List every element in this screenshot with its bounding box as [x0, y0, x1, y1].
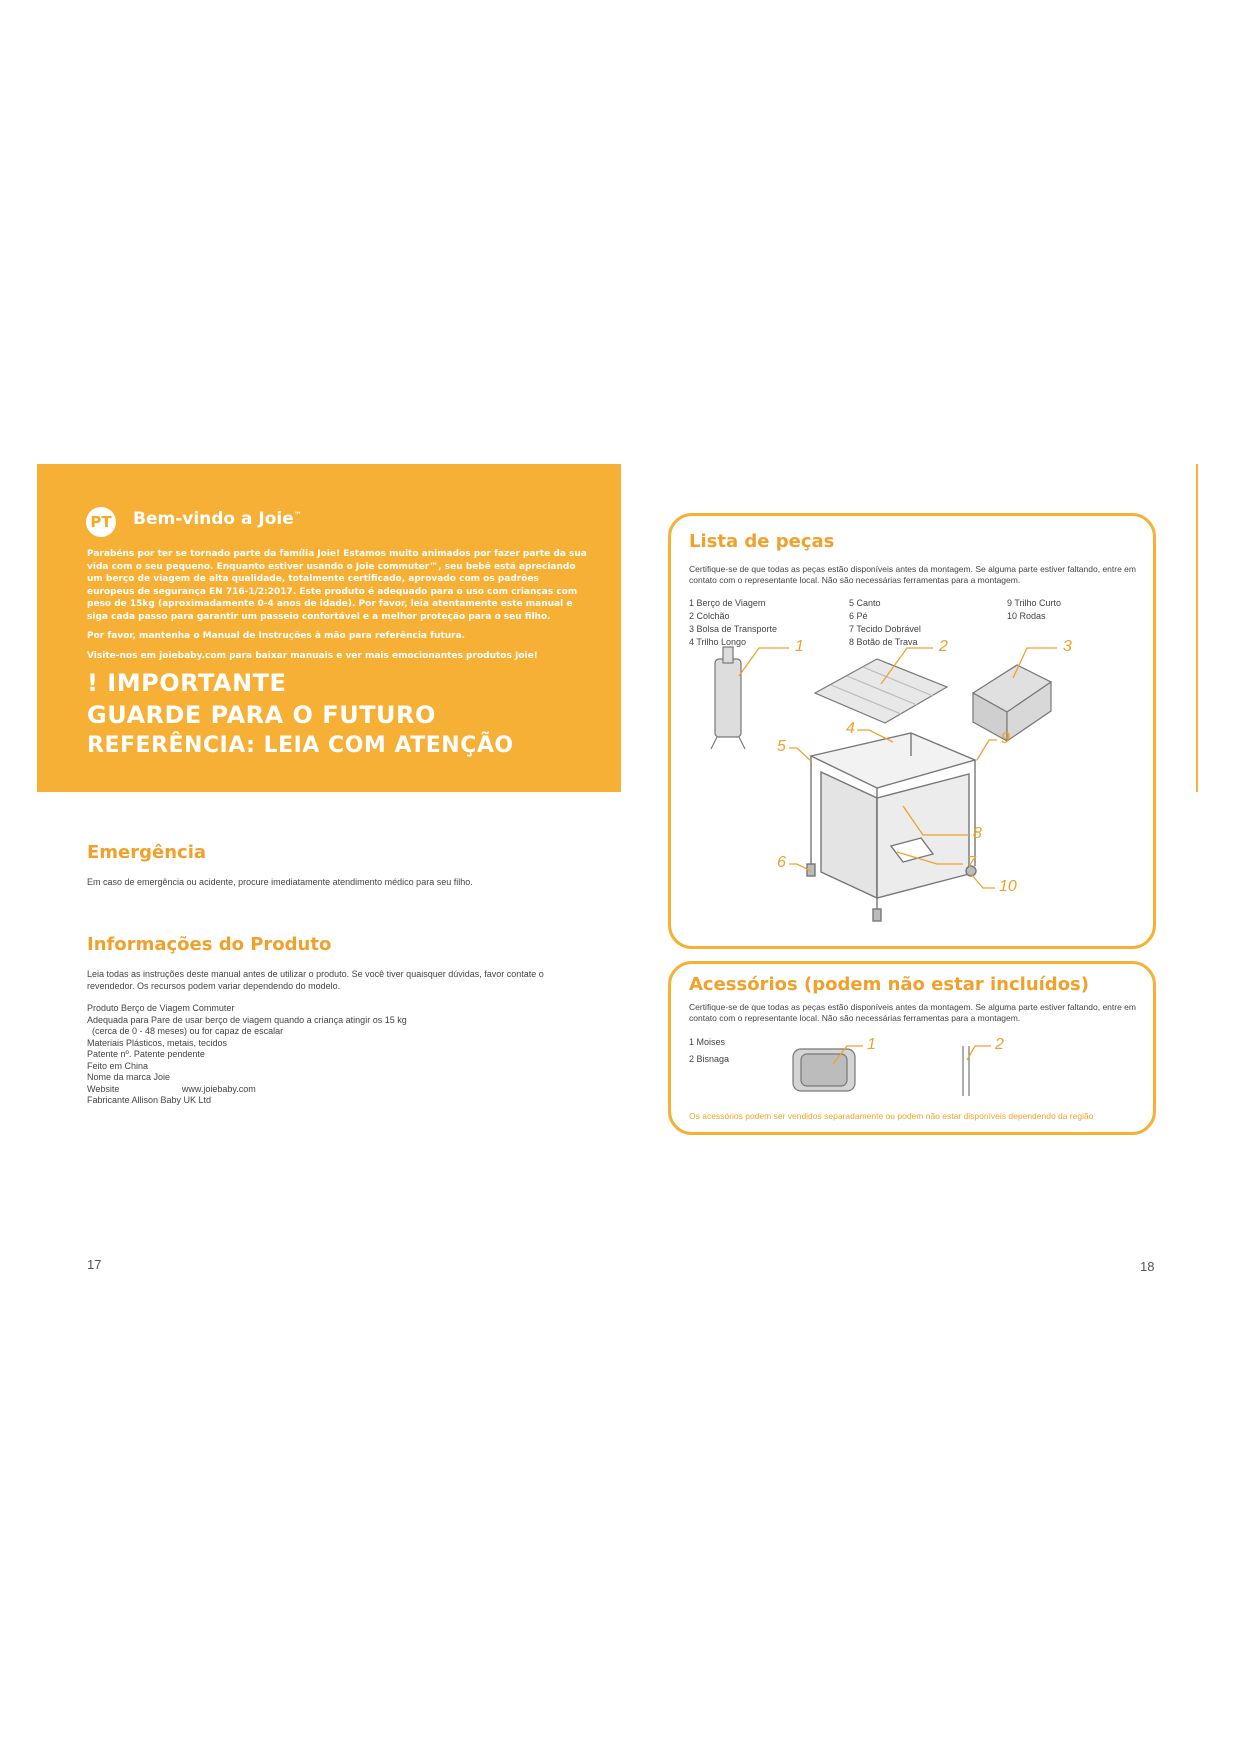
emergency-title: Emergência — [87, 842, 207, 863]
part-item: 2 Colchão — [689, 611, 730, 621]
parts-list-box — [668, 513, 1156, 949]
callout-5: 5 — [777, 738, 786, 755]
spec-line: Patente nº. Patente pendente — [87, 1049, 205, 1059]
callout-8: 8 — [973, 825, 982, 842]
accessory-callout-2: 2 — [995, 1036, 1004, 1053]
product-info-intro: Leia todas as instruções deste manual antes de utilizar o produto. Se você tiver quaisquer dúvidas, favor contate o revendedor. Os recursos podem variar dependendo do modelo. — [87, 969, 544, 991]
spec-line: (cerca de 0 - 48 meses) ou for capaz de escalar — [87, 1026, 284, 1036]
intro-paragraph: Visite-nos em joiebaby.com para baixar manuais e ver mais emocionantes produtos Joie! — [87, 650, 538, 661]
spec-line: Fabricante Allison Baby UK Ltd — [87, 1095, 212, 1105]
accessories-illustration — [671, 964, 1153, 1132]
welcome-title — [133, 509, 302, 529]
accessories-intro: Certifique-se de que todas as peças estão disponíveis antes da montagem. Se alguma parte estiver faltando, entre em contato com o representante local. Não são necessárias ferramentas para a montagem. — [689, 1002, 1136, 1023]
callout-3: 3 — [1063, 638, 1072, 655]
welcome-banner — [37, 464, 621, 792]
callout-7: 7 — [967, 854, 976, 871]
callout-6: 6 — [777, 854, 786, 871]
part-item: 4 Trilho Longo — [689, 637, 747, 647]
accessories-box — [668, 961, 1156, 1135]
spec-line: Adequada para Pare de usar berço de viagem quando a criança atingir os 15 kg — [87, 1014, 407, 1025]
parts-illustration — [671, 516, 1153, 946]
part-item: 10 Rodas — [1007, 611, 1046, 621]
product-info-title: Informações do Produto — [87, 934, 332, 955]
intro-paragraph: Por favor, mantenha o Manual de Instruções à mão para referência futura. — [87, 631, 466, 641]
part-item: 6 Pé — [849, 611, 868, 621]
product-spec-list — [87, 1003, 587, 1107]
accessory-callout-1: 1 — [867, 1036, 876, 1053]
part-item: 3 Bolsa de Transporte — [689, 624, 778, 634]
part-item: 5 Canto — [849, 598, 881, 608]
language-badge: PT — [86, 507, 116, 537]
page-number-right: 18 — [1140, 1259, 1155, 1274]
callout-2: 2 — [939, 638, 948, 655]
read-carefully-heading: REFERÊNCIA: LEIA COM ATENÇÃO — [87, 733, 514, 758]
spec-line: Materiais Plásticos, metais, tecidos — [87, 1037, 228, 1048]
accessories-note: Os acessórios podem ser vendidos separadamente ou podem não estar disponíveis dependendo da região — [689, 1111, 1094, 1121]
intro-text — [87, 548, 587, 669]
accessories-title: Acessórios (podem não estar incluídos) — [689, 974, 1089, 995]
emergency-text: Em caso de emergência ou acidente, procure imediatamente atendimento médico para seu filho. — [87, 877, 473, 887]
parts-list-intro: Certifique-se de que todas as peças estão disponíveis antes da montagem. Se alguma parte estiver faltando, entre em contato com o representante local. Não são necessárias ferramentas para a montagem. — [689, 564, 1136, 585]
accessory-item: 1 Moises — [689, 1037, 726, 1047]
accessory-item: 2 Bisnaga — [689, 1054, 730, 1064]
welcome-title-text: Bem-vindo a Joie — [133, 509, 294, 529]
callout-9: 9 — [1001, 730, 1010, 747]
edge-rule — [1196, 464, 1198, 792]
keep-for-future-heading: GUARDE PARA O FUTURO — [87, 701, 436, 729]
spec-line: Feito em China — [87, 1060, 149, 1071]
callout-4: 4 — [846, 720, 855, 737]
callout-10: 10 — [999, 878, 1017, 895]
part-item: 8 Botão de Trava — [849, 637, 918, 647]
part-item: 7 Tecido Dobrável — [849, 624, 921, 634]
part-item: 1 Berço de Viagem — [689, 598, 766, 608]
part-item: 9 Trilho Curto — [1007, 598, 1062, 608]
intro-paragraph: Parabéns por ter se tornado parte da família Joie! Estamos muito animados por fazer parte da sua vida com o seu pequeno. Enquanto estiver usando o Joie commuter™, seu bebê está apreciando um berço de viagem de alta qualidade, totalmente certificado, aprovado com os padrões europeus de segurança EN 716-1/2:2017. Este produto é adequado para o uso com crianças com peso de 15kg (aproximadamente 0-4 anos de idade). Por favor, leia atentamente este manual e siga cada passo para garantir um passeio confortável e a melhor proteção para o seu filho. — [87, 549, 587, 622]
callout-1: 1 — [795, 638, 804, 655]
important-heading: ! IMPORTANTE — [87, 669, 287, 697]
spec-line: Website www.joiebaby.com — [87, 1083, 256, 1094]
trademark: ™ — [293, 510, 302, 520]
page-number-left: 17 — [87, 1257, 102, 1272]
spec-line: Produto Berço de Viagem Commuter — [87, 1003, 235, 1013]
spec-line: Nome da marca Joie — [87, 1072, 171, 1082]
parts-list-title: Lista de peças — [689, 531, 835, 552]
